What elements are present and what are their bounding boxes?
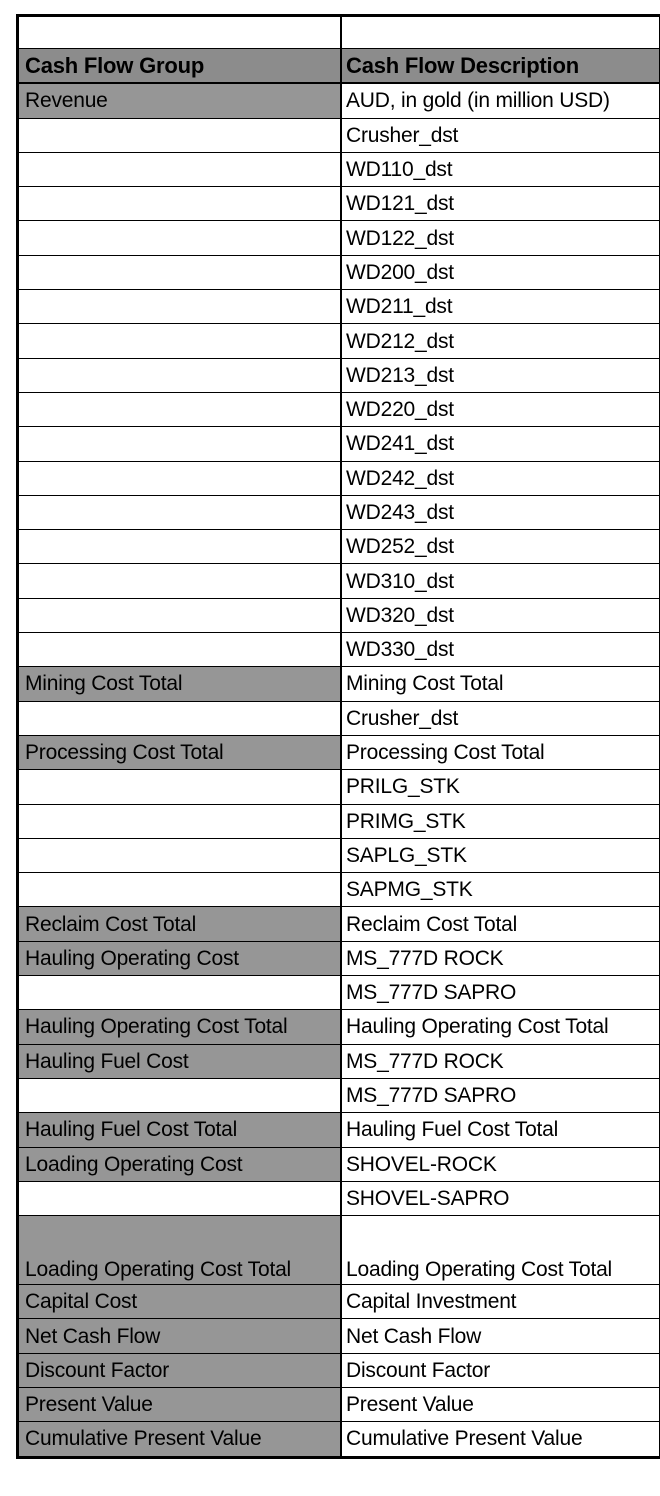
table-row xyxy=(19,1285,660,1319)
cash-flow-group-cell xyxy=(19,701,341,735)
table-row xyxy=(19,804,660,838)
cash-flow-description-cell: SAPLG_STK xyxy=(341,838,660,872)
cash-flow-description-cell: Crusher_dst xyxy=(341,701,660,735)
header-row xyxy=(19,49,660,84)
cash-flow-description-cell: WD200_dst xyxy=(341,255,660,289)
cash-flow-group-cell xyxy=(19,770,341,804)
cash-flow-group-cell xyxy=(19,392,341,426)
cash-flow-description-cell: Loading Operating Cost Total xyxy=(341,1216,660,1285)
cash-flow-description-cell: WD330_dst xyxy=(341,633,660,667)
cash-flow-description-cell: SHOVEL-SAPRO xyxy=(341,1181,660,1215)
cash-flow-group-cell xyxy=(19,427,341,461)
cash-flow-group-cell xyxy=(19,495,341,529)
cash-flow-table xyxy=(19,17,660,1456)
cash-flow-group-cell xyxy=(19,873,341,907)
table-row xyxy=(19,1147,660,1181)
table-row xyxy=(19,290,660,324)
cash-flow-group-cell xyxy=(19,255,341,289)
table-row xyxy=(19,530,660,564)
cash-flow-group-cell: Loading Operating Cost Total xyxy=(19,1216,341,1285)
table-row xyxy=(19,873,660,907)
blank-row xyxy=(19,17,660,49)
cash-flow-description-cell: Reclaim Cost Total xyxy=(341,907,660,941)
cash-flow-description-cell: Present Value xyxy=(341,1387,660,1421)
table-row xyxy=(19,1113,660,1147)
cash-flow-group-cell xyxy=(19,461,341,495)
cash-flow-description-cell: WD121_dst xyxy=(341,187,660,221)
cash-flow-group-cell: Cumulative Present Value xyxy=(19,1422,341,1456)
table-row xyxy=(19,324,660,358)
cash-flow-description-cell: WD310_dst xyxy=(341,564,660,598)
cash-flow-group-cell: Mining Cost Total xyxy=(19,667,341,701)
table-row xyxy=(19,598,660,632)
cash-flow-description-cell: Processing Cost Total xyxy=(341,735,660,769)
cash-flow-group-cell xyxy=(19,633,341,667)
table-row xyxy=(19,1044,660,1078)
table-row xyxy=(19,118,660,152)
cash-flow-group-cell: Hauling Fuel Cost xyxy=(19,1044,341,1078)
cash-flow-description-cell: WD212_dst xyxy=(341,324,660,358)
table-row xyxy=(19,392,660,426)
cash-flow-description-cell: WD122_dst xyxy=(341,221,660,255)
cash-flow-group-cell: Net Cash Flow xyxy=(19,1319,341,1353)
cash-flow-description-cell: Hauling Fuel Cost Total xyxy=(341,1113,660,1147)
table-row xyxy=(19,495,660,529)
cash-flow-group-cell xyxy=(19,324,341,358)
table-row xyxy=(19,1319,660,1353)
cash-flow-description-cell: Net Cash Flow xyxy=(341,1319,660,1353)
table-body xyxy=(19,17,660,1456)
cash-flow-description-cell: Mining Cost Total xyxy=(341,667,660,701)
cash-flow-group-cell: Revenue xyxy=(19,83,341,118)
cash-flow-group-cell xyxy=(19,1078,341,1112)
cash-flow-group-cell: Reclaim Cost Total xyxy=(19,907,341,941)
cash-flow-description-cell: PRIMG_STK xyxy=(341,804,660,838)
table-row xyxy=(19,633,660,667)
cash-flow-description-cell: MS_777D ROCK xyxy=(341,1044,660,1078)
cash-flow-description-cell: MS_777D ROCK xyxy=(341,941,660,975)
cash-flow-description-cell: WD242_dst xyxy=(341,461,660,495)
table-row xyxy=(19,1387,660,1421)
cash-flow-group-cell: Hauling Fuel Cost Total xyxy=(19,1113,341,1147)
cash-flow-group-cell xyxy=(19,290,341,324)
cash-flow-group-cell: Processing Cost Total xyxy=(19,735,341,769)
cash-flow-description-cell: SHOVEL-ROCK xyxy=(341,1147,660,1181)
cash-flow-group-cell xyxy=(19,804,341,838)
cash-flow-description-cell: AUD, in gold (in million USD) xyxy=(341,83,660,118)
table-row xyxy=(19,187,660,221)
cash-flow-description-cell: Cumulative Present Value xyxy=(341,1422,660,1456)
table-row xyxy=(19,907,660,941)
table-row xyxy=(19,701,660,735)
cash-flow-group-cell xyxy=(19,530,341,564)
cash-flow-description-cell: SAPMG_STK xyxy=(341,873,660,907)
cash-flow-group-cell: Hauling Operating Cost xyxy=(19,941,341,975)
table-row xyxy=(19,461,660,495)
cash-flow-group-cell xyxy=(19,221,341,255)
cash-flow-group-cell: Discount Factor xyxy=(19,1353,341,1387)
cash-flow-description-cell: WD252_dst xyxy=(341,530,660,564)
table-row xyxy=(19,1422,660,1456)
cash-flow-description-cell: WD211_dst xyxy=(341,290,660,324)
table-row xyxy=(19,221,660,255)
cash-flow-description-cell: Hauling Operating Cost Total xyxy=(341,1010,660,1044)
cash-flow-group-cell xyxy=(19,118,341,152)
cash-flow-group-cell: Loading Operating Cost xyxy=(19,1147,341,1181)
cash-flow-description-cell: WD110_dst xyxy=(341,152,660,186)
cash-flow-group-cell xyxy=(19,838,341,872)
table-row xyxy=(19,152,660,186)
cash-flow-group-cell xyxy=(19,598,341,632)
cash-flow-group-cell xyxy=(19,976,341,1010)
cash-flow-description-cell: WD320_dst xyxy=(341,598,660,632)
cash-flow-group-cell xyxy=(19,187,341,221)
cash-flow-description-cell: MS_777D SAPRO xyxy=(341,976,660,1010)
table-row xyxy=(19,976,660,1010)
cash-flow-group-cell xyxy=(19,152,341,186)
table-row xyxy=(19,667,660,701)
table-row xyxy=(19,83,660,118)
table-row xyxy=(19,427,660,461)
header-group: Cash Flow Group xyxy=(19,49,341,84)
table-row xyxy=(19,358,660,392)
header-description: Cash Flow Description xyxy=(341,49,660,84)
table-row xyxy=(19,564,660,598)
cash-flow-group-cell xyxy=(19,564,341,598)
cash-flow-group-cell xyxy=(19,1181,341,1215)
table-row xyxy=(19,255,660,289)
table-row xyxy=(19,941,660,975)
cash-flow-group-cell: Present Value xyxy=(19,1387,341,1421)
table-row xyxy=(19,1216,660,1285)
table-row xyxy=(19,770,660,804)
cash-flow-description-cell: MS_777D SAPRO xyxy=(341,1078,660,1112)
table-row xyxy=(19,1078,660,1112)
cash-flow-sheet xyxy=(16,14,660,1459)
blank-cell xyxy=(19,17,341,49)
cash-flow-description-cell: PRILG_STK xyxy=(341,770,660,804)
cash-flow-description-cell: Discount Factor xyxy=(341,1353,660,1387)
table-row xyxy=(19,1181,660,1215)
table-row xyxy=(19,735,660,769)
cash-flow-description-cell: Capital Investment xyxy=(341,1285,660,1319)
blank-cell xyxy=(341,17,660,49)
cash-flow-group-cell: Hauling Operating Cost Total xyxy=(19,1010,341,1044)
cash-flow-description-cell: Crusher_dst xyxy=(341,118,660,152)
cash-flow-group-cell xyxy=(19,358,341,392)
cash-flow-description-cell: WD243_dst xyxy=(341,495,660,529)
cash-flow-description-cell: WD241_dst xyxy=(341,427,660,461)
table-row xyxy=(19,1353,660,1387)
cash-flow-description-cell: WD213_dst xyxy=(341,358,660,392)
table-row xyxy=(19,838,660,872)
table-row xyxy=(19,1010,660,1044)
cash-flow-group-cell: Capital Cost xyxy=(19,1285,341,1319)
cash-flow-description-cell: WD220_dst xyxy=(341,392,660,426)
